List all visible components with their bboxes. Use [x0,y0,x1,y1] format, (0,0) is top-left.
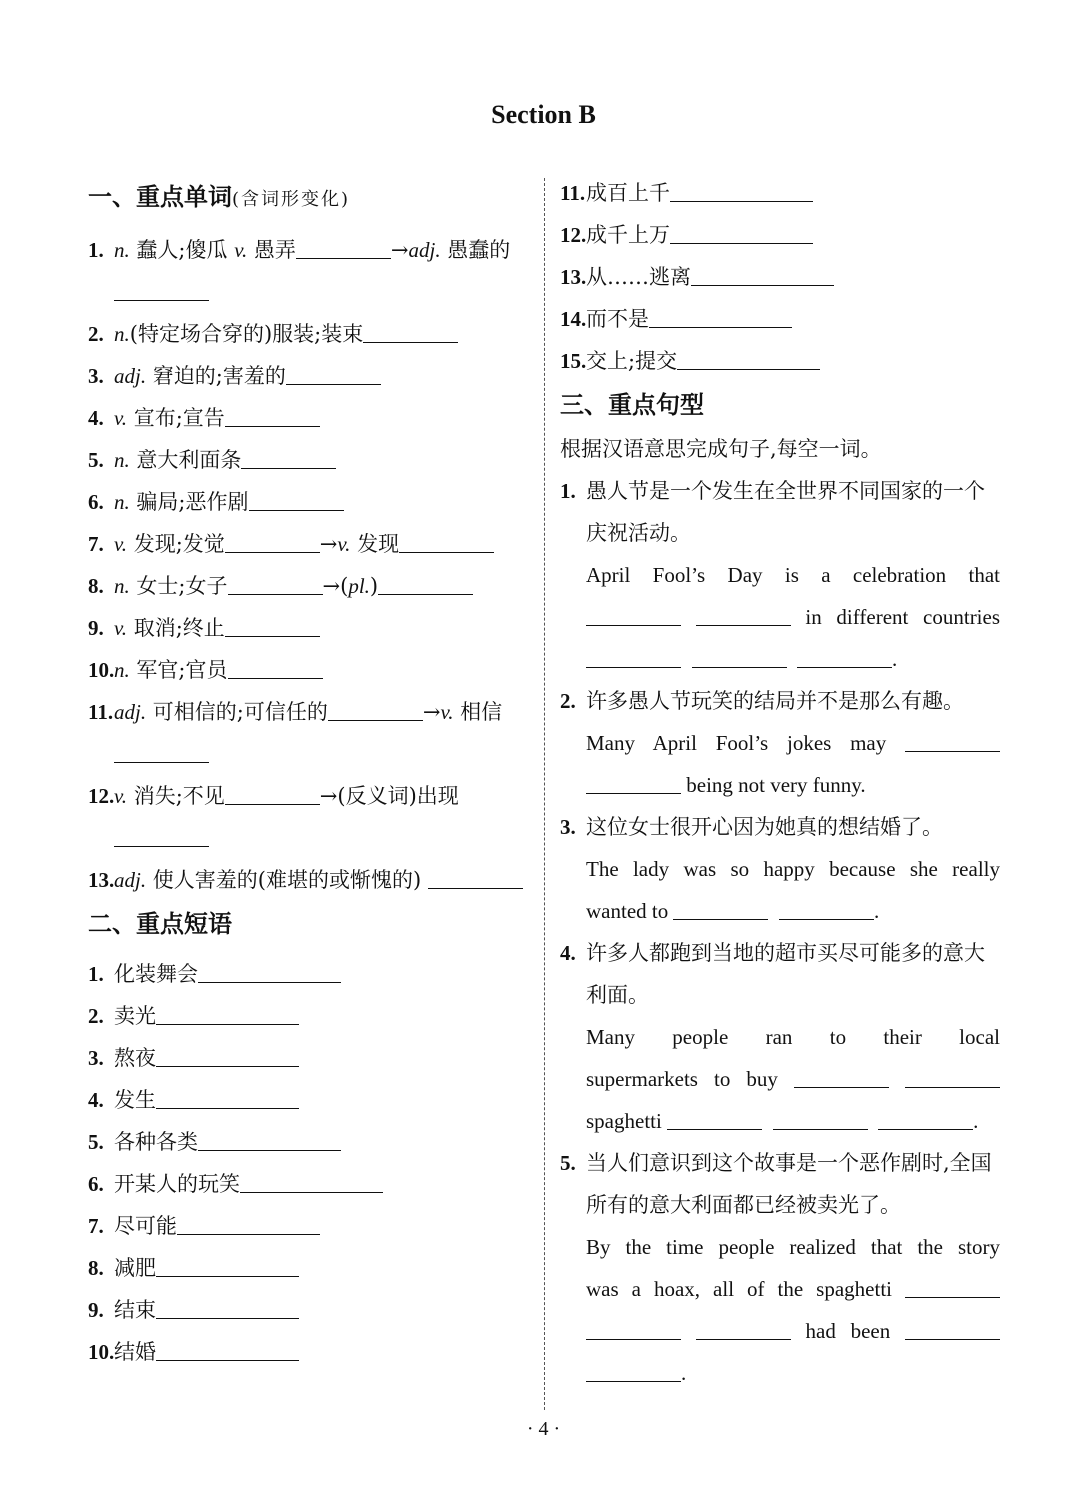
item-number: 6. [88,1172,104,1196]
phrase-text: 化装舞会 [114,962,198,986]
vocab-item-3 [88,355,528,397]
phrase-item-7 [88,1205,528,1247]
vocab-text: v. 消失;不见 →(反义词)出现 [114,784,459,850]
en-text: . [873,899,880,923]
answer-blank[interactable] [779,918,874,920]
en-text: Many April Fool’s jokes may [586,731,887,755]
phrase-item-8 [88,1247,528,1289]
left-column [88,180,528,1373]
item-number: 5. [88,1130,104,1154]
sentence-item-2 [560,680,1000,722]
answer-blank[interactable] [328,719,423,721]
phrase-item-12 [560,214,1000,256]
answer-blank[interactable] [114,299,209,301]
en-text: . [973,1109,979,1133]
phrase-item-11 [560,172,1000,214]
item-number: 3. [88,364,104,388]
sentence-cn: 当人们意识到这个故事是一个恶作剧时,全国所有的意大利面都已经被卖光了。 [586,1151,992,1217]
answer-blank[interactable] [156,1023,299,1025]
answer-blank[interactable] [586,666,681,668]
en-text: in different countries [805,605,1001,629]
answer-blank[interactable] [428,887,523,889]
en-text: April Fool’s Day is a celebration that [586,563,1000,587]
item-number: 1. [88,962,104,986]
sentence-item-5 [560,1142,1000,1226]
phrase-text: 结束 [114,1298,156,1322]
sentence-en [560,1226,1000,1268]
sentence-item-1 [560,470,1000,554]
item-number: 3. [560,815,576,839]
answer-blank[interactable] [670,242,813,244]
answer-blank[interactable] [878,1128,973,1130]
answer-blank[interactable] [296,257,391,259]
sentence-en [560,890,1000,932]
sentence-en [560,1352,1000,1394]
section3-heading: 三、重点句型 [560,391,704,419]
vocab-item-2 [88,313,528,355]
phrase-item-10 [88,1331,528,1373]
answer-blank[interactable] [905,1296,1000,1298]
section1-note: (含词形变化) [232,189,351,210]
vocab-text: n. 意大利面条 [114,448,336,472]
phrase-item-13 [560,256,1000,298]
vocab-item-13 [88,859,528,901]
sentence-en [560,1058,1000,1100]
answer-blank[interactable] [249,509,344,511]
item-number: 10. [88,1340,115,1364]
sentence-item-3 [560,806,1000,848]
vocab-text: adj. 窘迫的;害羞的 [114,364,381,388]
answer-blank[interactable] [198,981,341,983]
item-number: 15. [560,349,587,373]
sentence-en [560,1016,1000,1058]
sentence-en [560,848,1000,890]
item-number: 1. [88,238,104,262]
answer-blank[interactable] [649,326,792,328]
vocab-text: v. 发现;发觉 →v. 发现 [114,532,494,556]
phrase-item-6 [88,1163,528,1205]
vocab-text: n. 女士;女子 →(pl.) [114,574,473,598]
sentence-cn: 这位女士很开心因为她真的想结婚了。 [586,815,943,839]
item-number: 13. [88,868,115,892]
sentence-en [560,638,1000,680]
item-number: 7. [88,1214,104,1238]
answer-blank[interactable] [670,200,813,202]
phrase-text: 而不是 [586,307,649,331]
vocab-text: n. 骗局;恶作剧 [114,490,344,514]
phrase-text: 成百上千 [586,181,670,205]
answer-blank[interactable] [241,467,336,469]
item-number: 8. [88,574,104,598]
en-text: had been [805,1319,891,1343]
phrase-item-9 [88,1289,528,1331]
item-number: 6. [88,490,104,514]
phrase-item-15 [560,340,1000,382]
phrase-item-4 [88,1079,528,1121]
phrase-text: 尽可能 [114,1214,177,1238]
phrase-item-1 [88,953,528,995]
answer-blank[interactable] [692,666,787,668]
item-number: 10. [88,658,115,682]
en-text: supermarkets to buy [586,1067,778,1091]
answer-blank[interactable] [225,803,320,805]
en-text: spaghetti [586,1109,662,1133]
vocab-text: adj. 使人害羞的(难堪的或惭愧的) [114,868,523,892]
answer-blank[interactable] [363,341,458,343]
answer-blank[interactable] [114,845,209,847]
right-column [560,172,1000,1394]
phrase-text: 结婚 [114,1340,156,1364]
en-text: Many people ran to their local [586,1025,1000,1049]
answer-blank[interactable] [228,677,323,679]
phrase-text: 卖光 [114,1004,156,1028]
item-number: 2. [88,1004,104,1028]
answer-blank[interactable] [677,368,820,370]
vocab-text: v. 取消;终止 [114,616,320,640]
phrase-text: 各种各类 [114,1130,198,1154]
answer-blank[interactable] [198,1149,341,1151]
answer-blank[interactable] [696,1338,791,1340]
section2-heading: 二、重点短语 [88,910,232,938]
sentence-en [560,764,1000,806]
sentence-en [560,596,1000,638]
answer-blank[interactable] [586,792,681,794]
item-number: 12. [560,223,587,247]
answer-blank[interactable] [378,593,473,595]
answer-blank[interactable] [240,1191,383,1193]
sentence-item-4 [560,932,1000,1016]
sentence-en [560,1310,1000,1352]
answer-blank[interactable] [114,761,209,763]
answer-blank[interactable] [156,1065,299,1067]
en-text: . [681,1361,687,1385]
item-number: 1. [560,479,576,503]
phrase-item-5 [88,1121,528,1163]
answer-blank[interactable] [399,551,494,553]
vocab-item-10 [88,649,528,691]
phrase-text: 发生 [114,1088,156,1112]
phrase-text: 成千上万 [586,223,670,247]
answer-blank[interactable] [797,666,892,668]
item-number: 13. [560,265,587,289]
sentence-cn: 许多人都跑到当地的超市买尽可能多的意大利面。 [586,941,985,1007]
item-number: 5. [560,1151,576,1175]
answer-blank[interactable] [696,624,791,626]
item-number: 11. [560,181,586,205]
item-number: 9. [88,1298,104,1322]
answer-blank[interactable] [225,635,320,637]
item-number: 2. [560,689,576,713]
item-number: 8. [88,1256,104,1280]
answer-blank[interactable] [225,551,320,553]
phrase-text: 开某人的玩笑 [114,1172,240,1196]
sentence-cn: 愚人节是一个发生在全世界不同国家的一个庆祝活动。 [586,479,985,545]
vocab-item-5 [88,439,528,481]
answer-blank[interactable] [905,1086,1000,1088]
answer-blank[interactable] [673,918,768,920]
item-number: 4. [88,406,104,430]
vocab-text: n. 蠢人;傻瓜 v. 愚弄 →adj. 愚蠢的 [114,238,510,304]
page-title: Section B [491,100,596,129]
vocab-item-9 [88,607,528,649]
vocab-item-1 [88,229,528,313]
sentence-en [560,722,1000,764]
en-text: being not very funny. [686,773,866,797]
answer-blank[interactable] [228,593,323,595]
phrase-item-14 [560,298,1000,340]
answer-blank[interactable] [794,1086,889,1088]
sentence-en [560,1100,1000,1142]
phrase-text: 减肥 [114,1256,156,1280]
answer-blank[interactable] [586,1338,681,1340]
section1-heading [88,180,528,217]
item-number: 5. [88,448,104,472]
item-number: 11. [88,700,114,724]
answer-blank[interactable] [586,1380,681,1382]
answer-blank[interactable] [773,1128,868,1130]
sentence-en [560,1268,1000,1310]
phrase-text: 交上;提交 [586,349,678,373]
answer-blank[interactable] [586,624,681,626]
answer-blank[interactable] [156,1359,299,1361]
item-number: 4. [88,1088,104,1112]
vocab-item-6 [88,481,528,523]
vocab-item-8 [88,565,528,607]
answer-blank[interactable] [156,1275,299,1277]
sentence-cn: 许多愚人节玩笑的结局并不是那么有趣。 [586,689,964,713]
en-text: was a hoax, all of the spaghetti [586,1277,892,1301]
section3-instruction: 根据汉语意思完成句子,每空一词。 [560,437,882,461]
answer-blank[interactable] [177,1233,320,1235]
answer-blank[interactable] [905,750,1000,752]
vocab-item-12 [88,775,528,859]
section1-heading-text: 一、重点单词 [88,183,232,211]
phrase-text: 熬夜 [114,1046,156,1070]
item-number: 9. [88,616,104,640]
vocab-item-11 [88,691,528,775]
item-number: 7. [88,532,104,556]
item-number: 12. [88,784,115,808]
vocab-text: n. 军官;官员 [114,658,323,682]
vocab-text: adj. 可相信的;可信任的 →v. 相信 [114,700,502,766]
item-number: 2. [88,322,104,346]
answer-blank[interactable] [905,1338,1000,1340]
en-text: wanted to [586,899,669,923]
vocab-item-7 [88,523,528,565]
page-number: · 4 · [526,1418,561,1440]
vocab-text: v. 宣布;宣告 [114,406,320,430]
answer-blank[interactable] [156,1317,299,1319]
column-divider [544,178,545,1410]
vocab-text: n.(特定场合穿的)服装;装束 [114,322,458,346]
item-number: 3. [88,1046,104,1070]
phrase-item-2 [88,995,528,1037]
answer-blank[interactable] [286,383,381,385]
answer-blank[interactable] [225,425,320,427]
answer-blank[interactable] [691,284,834,286]
phrase-text: 从……逃离 [586,265,691,289]
item-number: 14. [560,307,587,331]
en-text: By the time people realized that the story [586,1235,1000,1259]
answer-blank[interactable] [156,1107,299,1109]
sentence-en [560,554,1000,596]
vocab-item-4 [88,397,528,439]
en-text: . [892,647,898,671]
phrase-item-3 [88,1037,528,1079]
item-number: 4. [560,941,576,965]
answer-blank[interactable] [667,1128,762,1130]
en-text: The lady was so happy because she really [586,857,1000,881]
